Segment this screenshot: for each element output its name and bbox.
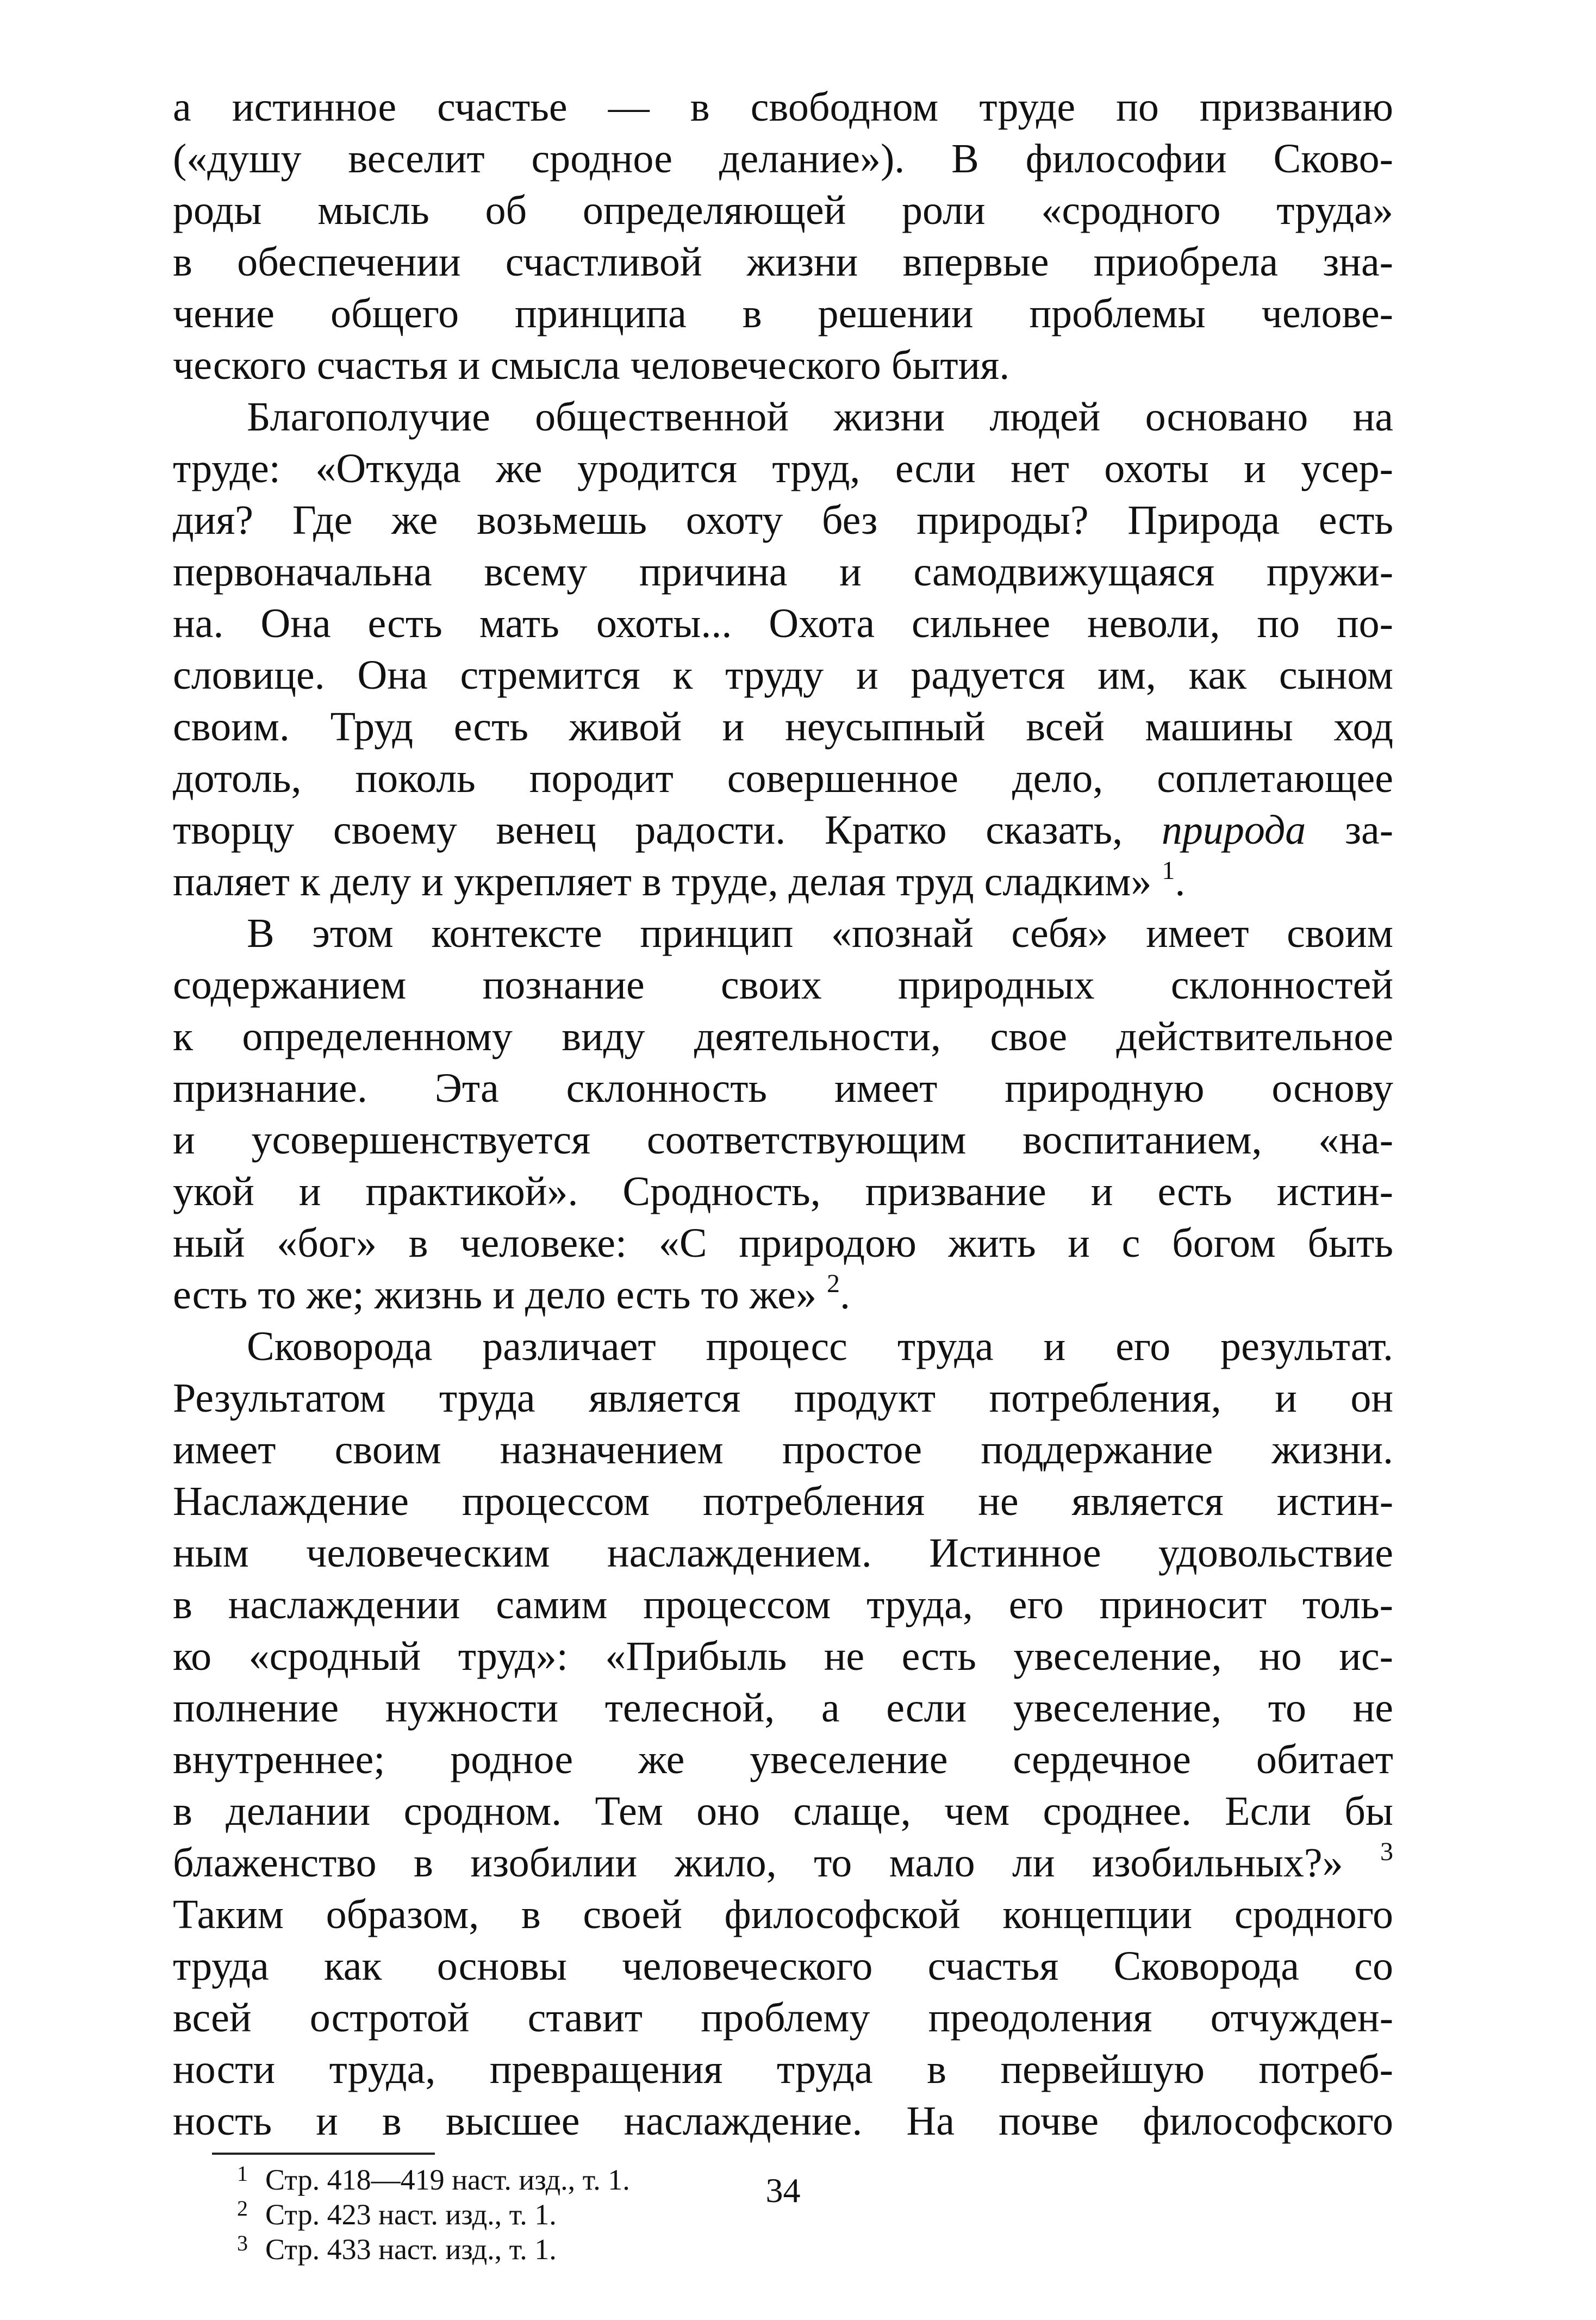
text-line: всей остротой ставит проблему преодоления отчужден- — [173, 1995, 1393, 2041]
text-line: Результатом труда является продукт потребления, и он — [173, 1375, 1393, 1421]
line-text: . — [840, 1272, 851, 1318]
text-line — [173, 1837, 1393, 1889]
page-number: 34 — [765, 2171, 801, 2210]
line-text: есть то же; жизнь и дело есть то же» — [173, 1272, 817, 1318]
paragraph-first-line: Сковорода различает процесс труда и его результат. — [247, 1324, 1393, 1369]
text-line: на. Она есть мать охоты... Охота сильнее неволи, по по- — [173, 601, 1393, 646]
footnote: 2 Стр. 423 наст. изд., т. 1. — [237, 2196, 557, 2231]
text-line: содержанием познание своих природных склонностей — [173, 962, 1393, 1008]
text-line: труде: «Откуда же уродится труд, если нет охоты и усер- — [173, 446, 1393, 491]
text-line: ческого счастья и смысла человеческого бытия. — [173, 342, 1010, 388]
footnote-divider — [212, 2153, 435, 2155]
book-page — [173, 82, 1394, 2266]
paragraph-first-line: Благополучие общественной жизни людей основано на — [247, 394, 1393, 440]
footnote-ref[interactable]: 3 — [1380, 1837, 1394, 1866]
text-line — [173, 804, 1393, 856]
text-line: дотоль, поколь породит совершенное дело, соплетающее — [173, 756, 1393, 801]
text-line: имеет своим назначением простое поддержание жизни. — [173, 1427, 1393, 1473]
text-line: дия? Где же возьмешь охоту без природы? Природа есть — [173, 497, 1393, 543]
line-text: за- — [1344, 807, 1393, 853]
line-text: . — [1175, 859, 1186, 905]
line-text: блаженство в изобилии жило, то мало ли изобильных?» — [173, 1840, 1343, 1886]
text-line — [173, 1269, 1393, 1321]
italic-word: природа — [1161, 807, 1306, 853]
footnote-text: Стр. 418—419 наст. изд., т. 1. — [265, 2163, 630, 2196]
footnote-text: Стр. 423 наст. изд., т. 1. — [265, 2198, 557, 2231]
text-line: в наслаждении самим процессом труда, его приносит толь- — [173, 1582, 1393, 1627]
text-line: внутреннее; родное же увеселение сердечное обитает — [173, 1737, 1393, 1782]
text-line: укой и практикой». Сродность, призвание и есть истин- — [173, 1169, 1393, 1214]
text-line: в обеспечении счастливой жизни впервые приобрела зна- — [173, 239, 1393, 285]
line-text: творцу своему венец радости. Кратко сказать, — [173, 807, 1123, 853]
footnote-ref[interactable]: 1 — [1162, 856, 1175, 885]
footnote: 3 Стр. 433 наст. изд., т. 1. — [237, 2231, 557, 2266]
text-line: труда как основы человеческого счастья Сковорода со — [173, 1943, 1393, 1989]
text-line: словице. Она стремится к труду и радуется им, как сыном — [173, 652, 1393, 698]
text-line: в делании сродном. Тем оно слаще, чем сроднее. Если бы — [173, 1788, 1393, 1834]
text-line: первоначальна всему причина и самодвижущаяся пружи- — [173, 549, 1393, 595]
text-line: ным человеческим наслаждением. Истинное удовольствие — [173, 1530, 1393, 1576]
text-line: Наслаждение процессом потребления не является истин- — [173, 1479, 1393, 1524]
footnote: 1 Стр. 418—419 наст. изд., т. 1. — [237, 2161, 630, 2196]
text-line: («душу веселит сродное делание»). В философии Сково- — [173, 136, 1393, 182]
text-line: а истинное счастье — в свободном труде по призванию — [173, 84, 1393, 130]
text-line: своим. Труд есть живой и неусыпный всей машины ход — [173, 704, 1393, 750]
text-line: Таким образом, в своей философской концепции сродного — [173, 1892, 1393, 1937]
footnote-text: Стр. 433 наст. изд., т. 1. — [265, 2233, 557, 2266]
text-line: ный «бог» в человеке: «С природою жить и с богом быть — [173, 1220, 1393, 1266]
text-line: полнение нужности телесной, а если увеселение, то не — [173, 1685, 1393, 1731]
text-line: чение общего принципа в решении проблемы челове- — [173, 291, 1393, 336]
line-text: паляет к делу и укрепляет в труде, делая труд сладким» — [173, 859, 1152, 905]
text-line: ности труда, превращения труда в первейшую потреб- — [173, 2047, 1393, 2092]
text-line — [173, 856, 1393, 908]
text-line: к определенному виду деятельности, свое действительное — [173, 1014, 1393, 1059]
paragraph-first-line: В этом контексте принцип «познай себя» имеет своим — [247, 910, 1393, 956]
footnote-ref[interactable]: 2 — [827, 1269, 840, 1298]
text-line: и усовершенствуется соответствующим воспитанием, «на- — [173, 1117, 1393, 1163]
text-line: ность и в высшее наслаждение. На почве философского — [173, 2098, 1393, 2144]
text-line: роды мысль об определяющей роли «сродного труда» — [173, 188, 1393, 233]
text-line: признание. Эта склонность имеет природную основу — [173, 1065, 1393, 1111]
text-line: ко «сродный труд»: «Прибыль не есть увеселение, но ис- — [173, 1633, 1393, 1679]
